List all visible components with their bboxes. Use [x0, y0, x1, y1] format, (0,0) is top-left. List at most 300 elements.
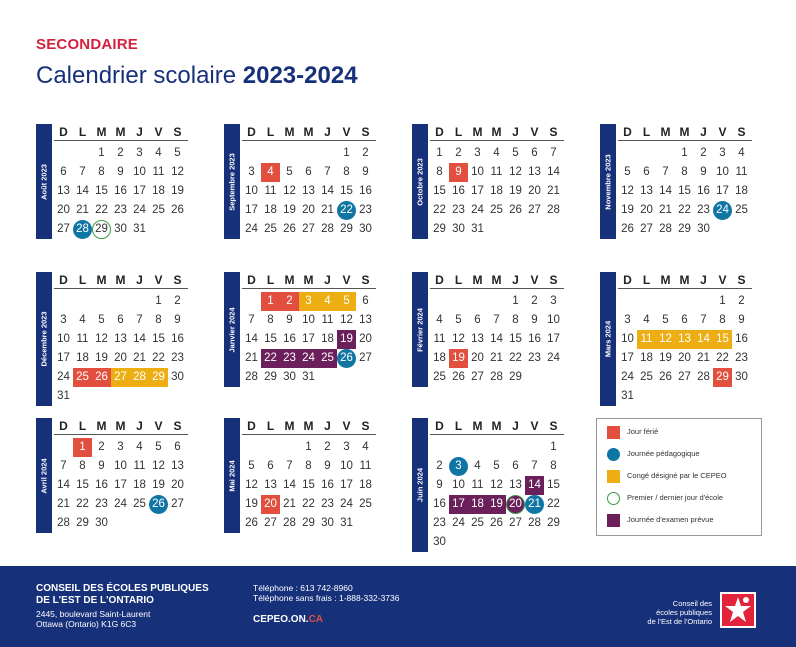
- day-cell: 7: [662, 166, 669, 178]
- weekday-label: V: [154, 125, 163, 139]
- weekday-label: L: [266, 273, 275, 287]
- day-cell: 22: [547, 498, 560, 510]
- day-cell: 18: [433, 352, 446, 364]
- day-cell: 11: [471, 479, 484, 491]
- day-cell: 29: [92, 220, 111, 239]
- day-cell: 14: [133, 333, 146, 345]
- day-cell: 6: [474, 314, 481, 326]
- day-cell: 18: [76, 352, 89, 364]
- day-cell: 5: [512, 147, 519, 159]
- day-cell: 7: [286, 460, 293, 472]
- day-cell: 17: [57, 352, 70, 364]
- day-cell: 21: [697, 352, 710, 364]
- day-cell: 4: [318, 292, 337, 311]
- day-cell: 1: [719, 295, 726, 307]
- weekday-label: M: [491, 125, 502, 139]
- day-cell: 22: [261, 349, 280, 368]
- weekday-label: D: [435, 419, 444, 433]
- day-cell: 4: [474, 460, 481, 472]
- day-cell: 7: [136, 314, 143, 326]
- day-cell: 3: [343, 441, 350, 453]
- day-cell: 28: [321, 223, 334, 235]
- day-cell: 4: [362, 441, 369, 453]
- day-cell: 27: [509, 517, 522, 529]
- legend-label: Journée d'examen prévue: [627, 515, 714, 524]
- day-cell: 25: [735, 204, 748, 216]
- day-cell: 12: [490, 479, 503, 491]
- day-cell: 16: [171, 333, 184, 345]
- day-cell: 4: [436, 314, 443, 326]
- day-cell: 18: [359, 479, 372, 491]
- weekday-label: M: [303, 419, 314, 433]
- day-cell: 17: [114, 479, 127, 491]
- day-cell: 30: [359, 223, 372, 235]
- day-cell: 29: [678, 223, 691, 235]
- weekday-label: S: [549, 419, 558, 433]
- day-cell: 8: [98, 166, 105, 178]
- day-cell: 9: [531, 314, 538, 326]
- day-cell: 29: [340, 223, 353, 235]
- weekday-label: V: [530, 125, 539, 139]
- website-link[interactable]: [253, 614, 323, 625]
- day-cell: 2: [98, 441, 105, 453]
- day-cell: 28: [73, 220, 92, 239]
- day-cell: 22: [716, 352, 729, 364]
- month-label-bar: [412, 418, 428, 552]
- weekday-label: J: [512, 125, 519, 139]
- month-label-bar: [412, 124, 428, 239]
- day-cell: 30: [321, 517, 334, 529]
- day-cell: 8: [719, 314, 726, 326]
- day-cell: 2: [280, 292, 299, 311]
- day-cell: 27: [171, 498, 184, 510]
- day-cell: 31: [471, 223, 484, 235]
- phone: Téléphone : 613 742-8960: [253, 583, 353, 593]
- day-cell: 9: [449, 163, 468, 182]
- weekday-label: V: [718, 273, 727, 287]
- day-cell: 16: [433, 498, 446, 510]
- day-cell: 7: [60, 460, 67, 472]
- day-cell: 14: [490, 333, 503, 345]
- day-cell: 13: [264, 479, 277, 491]
- weekday-header: [54, 272, 188, 289]
- month-name: Février 2024: [415, 307, 425, 352]
- month-name: Mai 2024: [227, 459, 237, 492]
- weekday-header: [242, 272, 376, 289]
- day-cell: 30: [452, 223, 465, 235]
- logo-line2: écoles publiques: [656, 608, 712, 617]
- month-name: Juin 2024: [415, 467, 425, 503]
- day-cell: 15: [152, 333, 165, 345]
- weekday-label: S: [173, 419, 182, 433]
- weekday-label: V: [154, 419, 163, 433]
- day-cell: 18: [735, 185, 748, 197]
- day-cell: 5: [286, 166, 293, 178]
- day-cell: 19: [621, 204, 634, 216]
- day-cell: 24: [621, 371, 634, 383]
- weekday-label: D: [435, 125, 444, 139]
- day-cell: 24: [340, 498, 353, 510]
- day-cell: 28: [528, 517, 541, 529]
- day-cell: 15: [433, 185, 446, 197]
- day-cell: 23: [735, 352, 748, 364]
- day-cell: 26: [245, 517, 258, 529]
- day-cell: 13: [675, 330, 694, 349]
- weekday-header: [430, 124, 564, 141]
- day-cell: 8: [343, 166, 350, 178]
- weekday-label: J: [700, 125, 707, 139]
- day-cell: 24: [299, 349, 318, 368]
- day-cell: 8: [267, 314, 274, 326]
- weekday-label: L: [454, 419, 463, 433]
- day-cell: 17: [340, 479, 353, 491]
- day-cell: 3: [248, 166, 255, 178]
- day-cell: 26: [452, 371, 465, 383]
- day-cell: 5: [455, 314, 462, 326]
- day-cell: 5: [493, 460, 500, 472]
- weekday-label: S: [549, 273, 558, 287]
- day-cell: 23: [452, 204, 465, 216]
- weekday-label: M: [660, 273, 671, 287]
- weekday-label: D: [623, 273, 632, 287]
- weekday-header: [430, 272, 564, 289]
- day-cell: 5: [98, 314, 105, 326]
- day-cell: 17: [716, 185, 729, 197]
- weekday-label: V: [530, 273, 539, 287]
- day-cell: 2: [738, 295, 745, 307]
- day-cell: 12: [245, 479, 258, 491]
- day-cell: 12: [95, 333, 108, 345]
- day-cell: 5: [337, 292, 356, 311]
- weekday-label: M: [303, 273, 314, 287]
- day-cell: 8: [512, 314, 519, 326]
- weekday-label: J: [700, 273, 707, 287]
- month-label-bar: [36, 418, 52, 533]
- day-cell: 9: [700, 166, 707, 178]
- day-cell: 5: [662, 314, 669, 326]
- weekday-label: M: [96, 125, 107, 139]
- weekday-label: M: [491, 273, 502, 287]
- day-cell: 28: [57, 517, 70, 529]
- website-ca: CA: [308, 614, 324, 625]
- day-cell: 31: [340, 517, 353, 529]
- day-cell: 23: [433, 517, 446, 529]
- day-cell: 16: [697, 185, 710, 197]
- weekday-label: V: [718, 125, 727, 139]
- day-cell: 6: [267, 460, 274, 472]
- day-cell: 10: [114, 460, 127, 472]
- weekday-label: V: [154, 273, 163, 287]
- day-cell: 30: [171, 371, 184, 383]
- day-cell: 7: [493, 314, 500, 326]
- weekday-label: J: [512, 273, 519, 287]
- day-cell: 15: [302, 479, 315, 491]
- day-cell: 14: [57, 479, 70, 491]
- month-name: Avril 2024: [39, 457, 49, 494]
- day-cell: 23: [321, 498, 334, 510]
- weekday-label: L: [454, 273, 463, 287]
- day-cell: 7: [550, 147, 557, 159]
- day-cell: 9: [174, 314, 181, 326]
- month-name: Novembre 2023: [603, 153, 613, 210]
- day-cell: 18: [152, 185, 165, 197]
- weekday-label: L: [266, 419, 275, 433]
- day-cell: 26: [621, 223, 634, 235]
- day-cell: 27: [111, 368, 130, 387]
- day-cell: 21: [245, 352, 258, 364]
- legend-label: Congé désigné par le CEPEO: [627, 471, 727, 480]
- day-cell: 9: [117, 166, 124, 178]
- day-cell: 22: [152, 352, 165, 364]
- day-cell: 29: [264, 371, 277, 383]
- day-cell: 1: [436, 147, 443, 159]
- day-cell: 15: [95, 185, 108, 197]
- weekday-header: [430, 418, 564, 435]
- weekday-label: D: [623, 125, 632, 139]
- weekday-label: S: [361, 273, 370, 287]
- month-name: Mars 2024: [603, 320, 613, 358]
- weekday-label: M: [115, 419, 126, 433]
- legend-label: Jour férié: [627, 427, 659, 436]
- weekday-label: V: [342, 273, 351, 287]
- day-cell: 17: [471, 185, 484, 197]
- day-cell: 30: [114, 223, 127, 235]
- day-cell: 9: [324, 460, 331, 472]
- day-cell: 12: [509, 166, 522, 178]
- day-cell: 2: [700, 147, 707, 159]
- day-cell: 4: [643, 314, 650, 326]
- day-cell: 24: [57, 371, 70, 383]
- weekday-header: [54, 124, 188, 141]
- day-cell: 9: [362, 166, 369, 178]
- day-cell: 2: [362, 147, 369, 159]
- day-cell: 10: [716, 166, 729, 178]
- legend-label: Premier / dernier jour d'école: [627, 493, 724, 502]
- month-label-bar: [36, 272, 52, 406]
- day-cell: 23: [114, 204, 127, 216]
- tollfree-phone: Téléphone sans frais : 1-888-332-3736: [253, 593, 400, 603]
- day-cell: 27: [302, 223, 315, 235]
- weekday-label: S: [361, 419, 370, 433]
- day-cell: 10: [340, 460, 353, 472]
- day-cell: 11: [735, 166, 748, 178]
- weekday-label: J: [324, 273, 331, 287]
- day-cell: 12: [656, 330, 675, 349]
- day-cell: 9: [436, 479, 443, 491]
- day-cell: 20: [640, 204, 653, 216]
- day-cell: 16: [359, 185, 372, 197]
- weekday-label: S: [549, 125, 558, 139]
- weekday-label: M: [96, 419, 107, 433]
- day-cell: 19: [487, 495, 506, 514]
- month-label-bar: [224, 418, 240, 533]
- day-cell: 24: [133, 204, 146, 216]
- day-cell: 11: [264, 185, 277, 197]
- day-cell: 25: [490, 204, 503, 216]
- weekday-label: S: [173, 273, 182, 287]
- day-cell: 8: [550, 460, 557, 472]
- day-cell: 16: [528, 333, 541, 345]
- day-cell: 11: [359, 460, 372, 472]
- day-cell: 4: [79, 314, 86, 326]
- weekday-header: [242, 124, 376, 141]
- day-cell: 5: [155, 441, 162, 453]
- day-cell: 12: [621, 185, 634, 197]
- day-cell: 28: [659, 223, 672, 235]
- day-cell: 27: [57, 223, 70, 235]
- weekday-label: D: [59, 273, 68, 287]
- day-cell: 19: [509, 185, 522, 197]
- day-cell: 21: [547, 185, 560, 197]
- weekday-label: D: [435, 273, 444, 287]
- weekday-header: [618, 124, 752, 141]
- day-cell: 23: [95, 498, 108, 510]
- month-name: Septembre 2023: [227, 152, 237, 211]
- day-cell: 18: [264, 204, 277, 216]
- day-cell: 19: [283, 204, 296, 216]
- day-cell: 19: [171, 185, 184, 197]
- day-cell: 6: [681, 314, 688, 326]
- legend-swatch-prem: [607, 492, 620, 505]
- day-cell: 21: [525, 495, 544, 514]
- day-cell: 2: [174, 295, 181, 307]
- day-cell: 15: [76, 479, 89, 491]
- day-cell: 26: [283, 223, 296, 235]
- day-cell: 25: [640, 371, 653, 383]
- day-cell: 25: [264, 223, 277, 235]
- day-cell: 14: [659, 185, 672, 197]
- weekday-label: J: [324, 419, 331, 433]
- day-cell: 19: [245, 498, 258, 510]
- day-cell: 23: [280, 349, 299, 368]
- day-cell: 24: [245, 223, 258, 235]
- day-cell: 14: [321, 185, 334, 197]
- day-cell: 25: [73, 368, 92, 387]
- day-cell: 1: [98, 147, 105, 159]
- weekday-label: M: [96, 273, 107, 287]
- day-cell: 31: [57, 390, 70, 402]
- day-cell: 28: [130, 368, 149, 387]
- day-cell: 22: [509, 352, 522, 364]
- day-cell: 1: [681, 147, 688, 159]
- day-cell: 19: [337, 330, 356, 349]
- month-name: Août 2023: [39, 163, 49, 200]
- day-cell: 15: [340, 185, 353, 197]
- day-cell: 31: [302, 371, 315, 383]
- day-cell: 3: [474, 147, 481, 159]
- day-cell: 27: [359, 352, 372, 364]
- day-cell: 19: [449, 349, 468, 368]
- weekday-label: M: [660, 125, 671, 139]
- day-cell: 24: [713, 201, 732, 220]
- day-cell: 16: [283, 333, 296, 345]
- weekday-label: J: [136, 125, 143, 139]
- weekday-label: L: [454, 125, 463, 139]
- day-cell: 6: [362, 295, 369, 307]
- day-cell: 27: [264, 517, 277, 529]
- legend: [596, 418, 762, 536]
- day-cell: 2: [436, 460, 443, 472]
- day-cell: 14: [245, 333, 258, 345]
- weekday-label: M: [303, 125, 314, 139]
- day-cell: 11: [321, 314, 334, 326]
- section-label: SECONDAIRE: [36, 36, 139, 53]
- day-cell: 16: [95, 479, 108, 491]
- day-cell: 4: [493, 147, 500, 159]
- day-cell: 23: [171, 352, 184, 364]
- day-cell: 6: [643, 166, 650, 178]
- weekday-label: L: [642, 273, 651, 287]
- day-cell: 28: [490, 371, 503, 383]
- day-cell: 1: [155, 295, 162, 307]
- day-cell: 6: [531, 147, 538, 159]
- day-cell: 23: [528, 352, 541, 364]
- day-cell: 11: [637, 330, 656, 349]
- day-cell: 21: [283, 498, 296, 510]
- month-label-bar: [224, 272, 240, 387]
- org-name: [36, 583, 209, 607]
- legend-swatch-exam: [607, 514, 620, 527]
- day-cell: 3: [299, 292, 318, 311]
- day-cell: 26: [171, 204, 184, 216]
- day-cell: 21: [659, 204, 672, 216]
- day-cell: 17: [133, 185, 146, 197]
- day-cell: 8: [305, 460, 312, 472]
- footer: [0, 566, 796, 647]
- contact: [253, 583, 399, 603]
- day-cell: 22: [678, 204, 691, 216]
- day-cell: 17: [547, 333, 560, 345]
- day-cell: 21: [76, 204, 89, 216]
- day-cell: 20: [302, 204, 315, 216]
- day-cell: 20: [114, 352, 127, 364]
- month-label-bar: [224, 124, 240, 239]
- day-cell: 10: [133, 166, 146, 178]
- day-cell: 26: [509, 204, 522, 216]
- website-main: CEPEO.ON.: [253, 614, 309, 625]
- day-cell: 17: [449, 495, 468, 514]
- day-cell: 26: [92, 368, 111, 387]
- day-cell: 1: [550, 441, 557, 453]
- day-cell: 20: [528, 185, 541, 197]
- month-name: Décembre 2023: [39, 311, 49, 367]
- day-cell: 11: [433, 333, 446, 345]
- weekday-label: M: [284, 419, 295, 433]
- day-cell: 13: [509, 479, 522, 491]
- day-cell: 10: [547, 314, 560, 326]
- weekday-label: J: [324, 125, 331, 139]
- day-cell: 31: [133, 223, 146, 235]
- day-cell: 10: [302, 314, 315, 326]
- day-cell: 10: [621, 333, 634, 345]
- weekday-header: [242, 418, 376, 435]
- weekday-label: V: [342, 419, 351, 433]
- weekday-header: [618, 272, 752, 289]
- day-cell: 19: [95, 352, 108, 364]
- logo-text: [600, 599, 712, 626]
- day-cell: 12: [340, 314, 353, 326]
- weekday-label: S: [173, 125, 182, 139]
- cepeo-logo-icon: [720, 592, 756, 628]
- weekday-label: S: [737, 273, 746, 287]
- legend-swatch-conge: [607, 470, 620, 483]
- day-cell: 4: [261, 163, 280, 182]
- day-cell: 11: [490, 166, 503, 178]
- day-cell: 12: [452, 333, 465, 345]
- day-cell: 14: [525, 476, 544, 495]
- day-cell: 15: [509, 333, 522, 345]
- day-cell: 12: [283, 185, 296, 197]
